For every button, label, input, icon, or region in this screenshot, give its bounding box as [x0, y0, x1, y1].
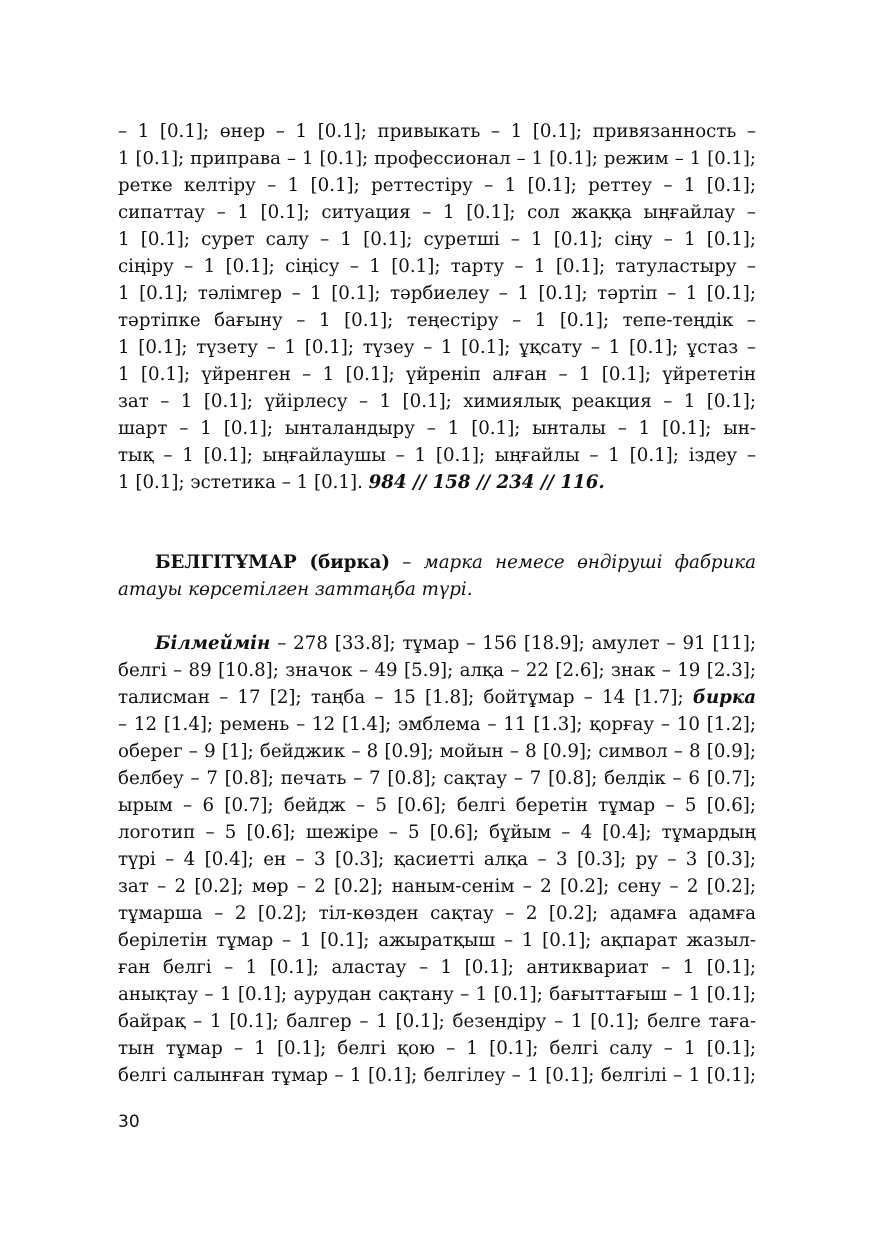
- text-line: [118, 684, 756, 711]
- text-line: берілетін тұмар – 1 [0.1]; ажыратқыш – 1 [0.1]; ақпарат жазыл-: [118, 930, 756, 951]
- entry-headword: БЕЛГІТҰМАР (бирка): [155, 552, 390, 573]
- text-line: шарт – 1 [0.1]; ынталандыру – 1 [0.1]; ынталы – 1 [0.1]; ын-: [118, 418, 756, 439]
- entry-definition-continued: атауы көрсетілген заттаңба түрі.: [118, 579, 473, 600]
- entry-definition: марка немесе өндіруші фабрика: [423, 552, 756, 573]
- text-line: [118, 469, 756, 496]
- text-line: байрақ – 1 [0.1]; балгер – 1 [0.1]; безендіру – 1 [0.1]; белге таға-: [118, 1011, 756, 1032]
- text-line: 1 [0.1]; үйренген – 1 [0.1]; үйреніп алған – 1 [0.1]; үйрететін: [118, 364, 756, 385]
- text-line: ретке келтіру – 1 [0.1]; реттестіру – 1 [0.1]; реттеу – 1 [0.1];: [118, 175, 756, 196]
- text-line: – 1 [0.1]; өнер – 1 [0.1]; привыкать – 1 [0.1]; привязанность –: [118, 121, 756, 142]
- stimulus-word-emphasis: бирка: [692, 687, 756, 708]
- text-line: ырым – 6 [0.7]; бейдж – 5 [0.6]; белгі беретін тұмар – 5 [0.6];: [118, 795, 756, 816]
- text-line: 1 [0.1]; сурет салу – 1 [0.1]; суретші – 1 [0.1]; сіңу – 1 [0.1];: [118, 229, 756, 250]
- text-line: белбеу – 7 [0.8]; печать – 7 [0.8]; сақтау – 7 [0.8]; белдік – 6 [0.7];: [118, 768, 756, 789]
- text-line: ған белгі – 1 [0.1]; аластау – 1 [0.1]; антиквариат – 1 [0.1];: [118, 957, 756, 978]
- text-line: анықтау – 1 [0.1]; аурудан сақтану – 1 [0.1]; бағыттағыш – 1 [0.1];: [118, 984, 756, 1005]
- entry-heading-line: [155, 549, 756, 576]
- page-number: 30: [118, 1112, 140, 1132]
- first-response-word: Білмеймін: [155, 633, 271, 654]
- entry-dash: –: [389, 552, 424, 573]
- text-line: сипаттау – 1 [0.1]; ситуация – 1 [0.1]; сол жаққа ыңғайлау –: [118, 202, 756, 223]
- text-line: сіңіру – 1 [0.1]; сіңісу – 1 [0.1]; тарту – 1 [0.1]; татуластыру –: [118, 256, 756, 277]
- text-line: тын тұмар – 1 [0.1]; белгі қою – 1 [0.1]; белгі салу – 1 [0.1];: [118, 1038, 756, 1059]
- text-line: логотип – 5 [0.6]; шежіре – 5 [0.6]; бұйым – 4 [0.4]; тұмардың: [118, 822, 756, 843]
- text-line: белгі – 89 [10.8]; значок – 49 [5.9]; алқа – 22 [2.6]; знак – 19 [2.3];: [118, 660, 756, 681]
- text-line: 1 [0.1]; приправа – 1 [0.1]; профессионал – 1 [0.1]; режим – 1 [0.1];: [118, 148, 756, 169]
- text-line: зат – 1 [0.1]; үйірлесу – 1 [0.1]; химиялық реакция – 1 [0.1];: [118, 391, 756, 412]
- text-line: 1 [0.1]; тәлімгер – 1 [0.1]; тәрбиелеу – 1 [0.1]; тәртіп – 1 [0.1];: [118, 283, 756, 304]
- text-line: 1 [0.1]; түзету – 1 [0.1]; түзеу – 1 [0.1]; ұқсату – 1 [0.1]; ұстаз –: [118, 337, 756, 358]
- text-line: тәртіпке бағыну – 1 [0.1]; теңестіру – 1 [0.1]; тепе-теңдік –: [118, 310, 756, 331]
- text-line: тұмарша – 2 [0.2]; тіл-көзден сақтау – 2 [0.2]; адамға адамға: [118, 903, 756, 924]
- text-line: түрі – 4 [0.4]; ен – 3 [0.3]; қасиетті алқа – 3 [0.3]; ру – 3 [0.3];: [118, 849, 756, 870]
- text-line: [155, 630, 756, 657]
- response-statistics: 984 // 158 // 234 // 116.: [368, 472, 605, 493]
- text-line: тық – 1 [0.1]; ыңғайлаушы – 1 [0.1]; ыңғайлы – 1 [0.1]; іздеу –: [118, 445, 756, 466]
- text-line: зат – 2 [0.2]; мөр – 2 [0.2]; наным-сенім – 2 [0.2]; сену – 2 [0.2];: [118, 876, 756, 897]
- text-line: оберег – 9 [1]; бейджик – 8 [0.9]; мойын – 8 [0.9]; символ – 8 [0.9];: [118, 741, 756, 762]
- text-segment: талисман – 17 [2]; таңба – 15 [1.8]; бойтұмар – 14 [1.7];: [118, 687, 693, 708]
- text-segment: 1 [0.1]; эстетика – 1 [0.1].: [118, 472, 369, 493]
- text-line: – 12 [1.4]; ремень – 12 [1.4]; эмблема – 11 [1.3]; қорғау – 10 [1.2];: [118, 714, 756, 735]
- text-line: белгі салынған тұмар – 1 [0.1]; белгілеу – 1 [0.1]; белгілі – 1 [0.1];: [118, 1065, 756, 1086]
- text-segment: – 278 [33.8]; тұмар – 156 [18.9]; амулет – 91 [11];: [270, 633, 756, 654]
